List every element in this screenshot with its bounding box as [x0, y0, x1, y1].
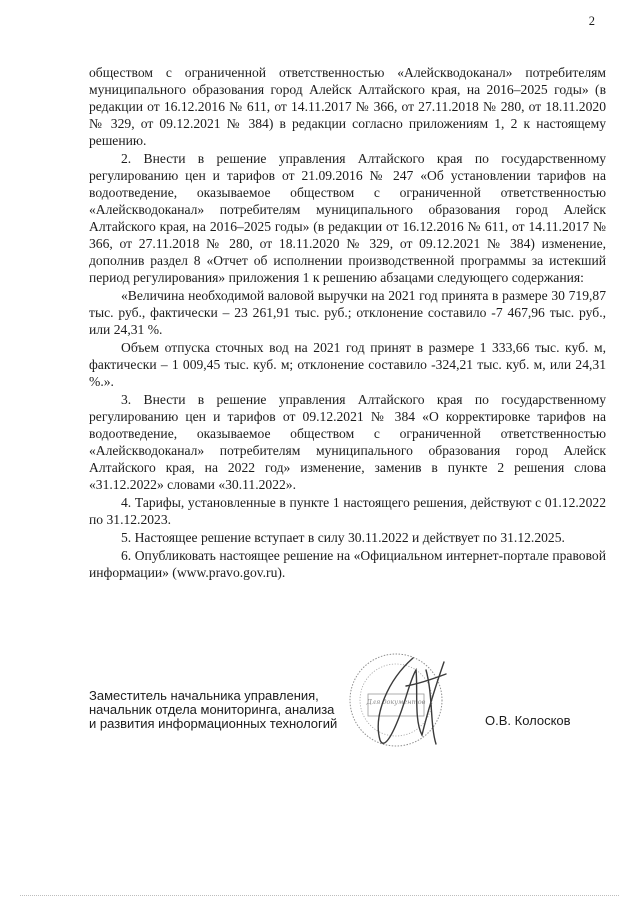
document-body — [89, 64, 606, 581]
signatory-title-line: начальник отдела мониторинга, анализа — [89, 702, 335, 717]
paragraph-quote-2: Объем отпуска сточных вод на 2021 год принят в размере 1 333,66 тыс. куб. м, фактически – 1 009,45 тыс. куб. м; отклонение составило -324,21 тыс. куб. м, или 24,31 %.». — [89, 340, 606, 389]
paragraph-item-5: 5. Настоящее решение вступает в силу 30.11.2022 и действует по 31.12.2025. — [121, 530, 565, 545]
page-bottom-edge — [20, 895, 619, 896]
signatory-title-line: и развития информационных технологий — [89, 716, 338, 731]
paragraph-item-3: 3. Внести в решение управления Алтайского края по государственному регулированию цен и тарифов от 09.12.2021 № 384 «О корректировке тарифов на водоотведение, оказываемое обществом с ограниченной ответственностью «Алейскводоканал» потребителям муниципального образования город Алейск Алтайского края, на 2022 год» изменение, заменив в пункте 2 решения слова «31.12.2022» словами «30.11.2022». — [89, 392, 606, 492]
signatory-name: О.В. Колосков — [485, 713, 571, 728]
stamp-seal — [318, 640, 488, 760]
stamp-and-signature — [318, 640, 488, 760]
stamp-text: Для документов — [366, 698, 426, 706]
signatory-title-line: Заместитель начальника управления, — [89, 688, 319, 703]
page-number: 2 — [588, 14, 595, 28]
paragraph-intro: обществом с ограниченной ответственностью «Алейскводоканал» потребителям муниципального образования город Алейск Алтайского края, на 2016–2025 годы» (в редакции от 16.12.2016 № 611, от 14.11.2017 № 366, от 27.11.2018 № 280, от 18.11.2020 № 329, от 09.12.2021 № 384) в редакции согласно приложениям 1, 2 к настоящему решению. — [89, 65, 606, 148]
paragraph-item-2: 2. Внести в решение управления Алтайского края по государственному регулированию цен и тарифов от 21.09.2016 № 247 «Об установлении тарифов на водоотведение, оказываемое обществом с ограниченной ответственностью «Алейскводоканал» потребителям муниципального образования город Алейск Алтайского края, на 2016–2025 годы» (в редакции от 16.12.2016 № 611, от 14.11.2017 № 366, от 27.11.2018 № 280, от 18.11.2020 № 329, от 09.12.2021 № 384) изменение, дополнив раздел 8 «Отчет об исполнении производственной программы за истекший период регулирования» приложения 1 к решению абзацами следующего содержания: — [89, 151, 606, 285]
paragraph-item-6: 6. Опубликовать настоящее решение на «Официальном интернет-портале правовой информации» (www.pravo.gov.ru). — [89, 548, 606, 580]
paragraph-quote-1: «Величина необходимой валовой выручки на 2021 год принята в размере 30 719,87 тыс. руб., фактически – 23 261,91 тыс. руб.; отклонение составило -7 467,96 тыс. руб., или 24,31 %. — [89, 288, 606, 337]
paragraph-item-4: 4. Тарифы, установленные в пункте 1 настоящего решения, действуют с 01.12.2022 по 31.12.2023. — [89, 495, 606, 527]
